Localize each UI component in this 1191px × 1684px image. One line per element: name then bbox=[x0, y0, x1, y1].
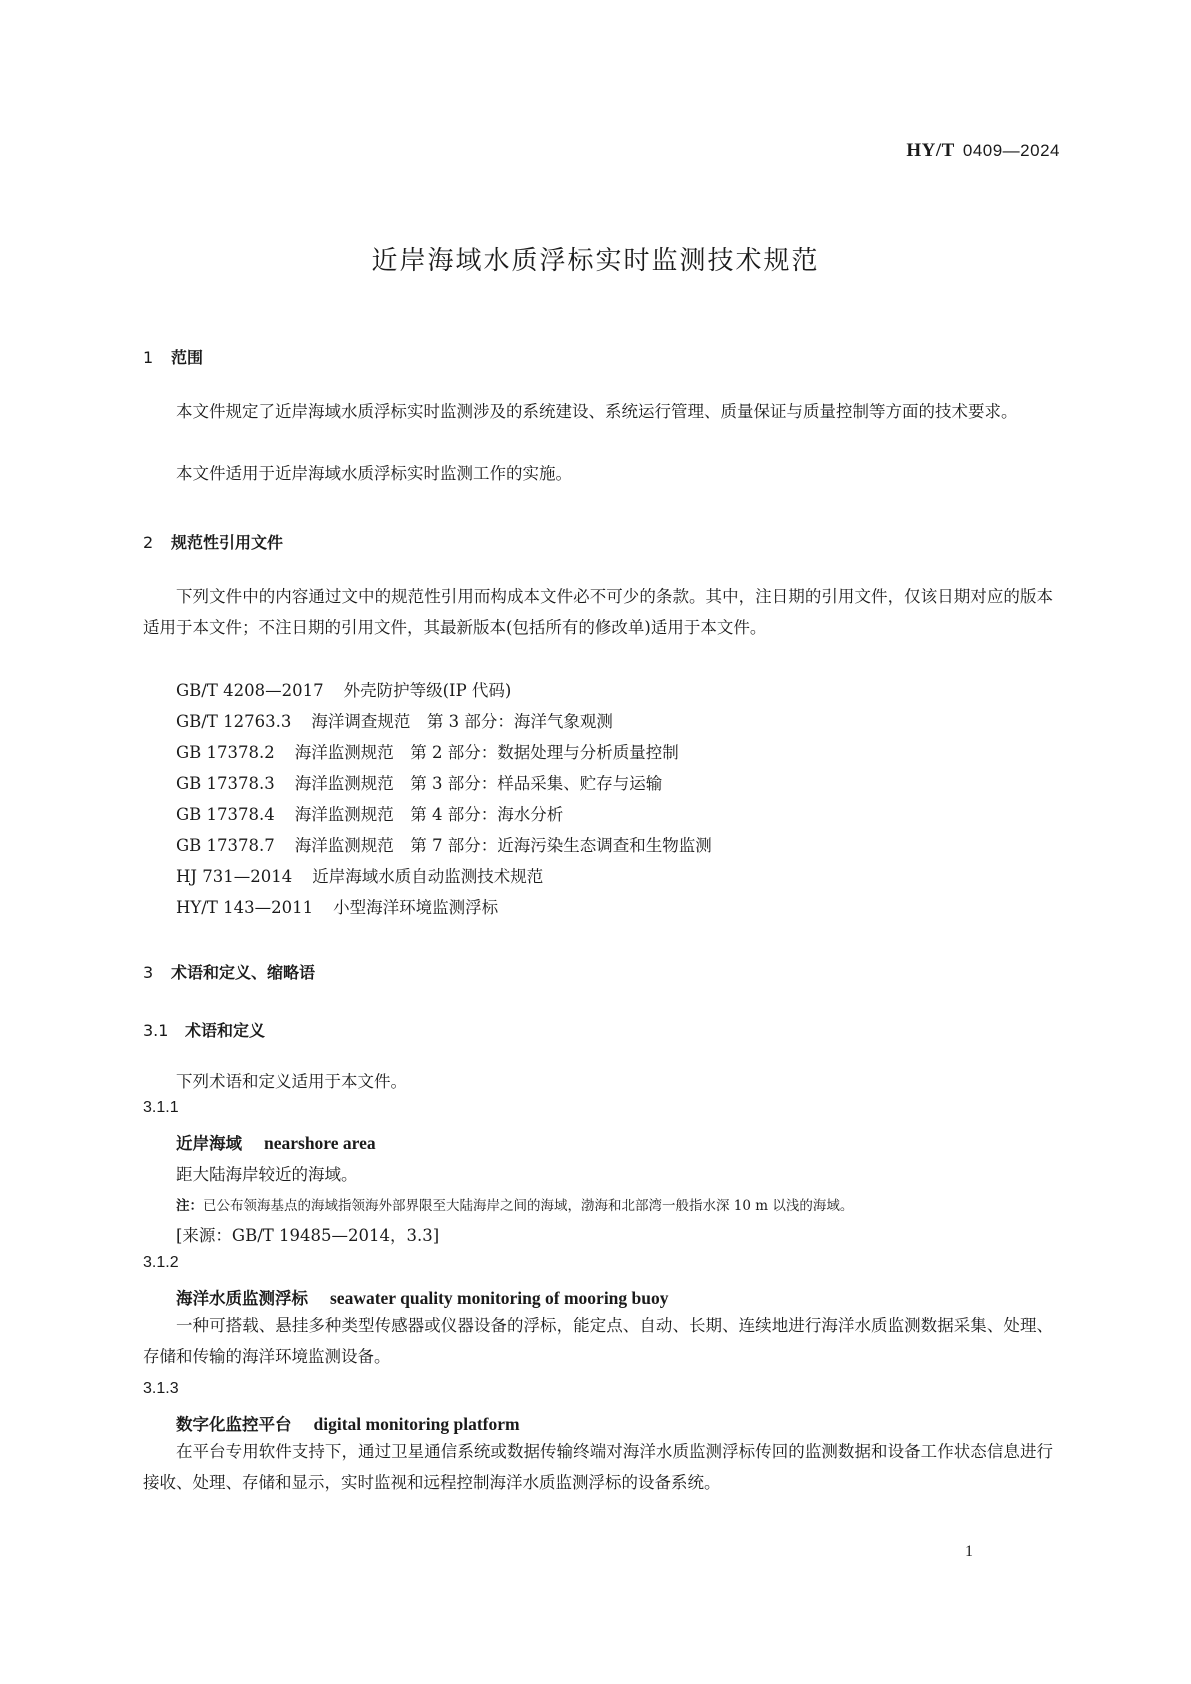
paragraph: 下列文件中的内容通过文中的规范性引用而构成本文件必不可少的条款。其中，注日期的引用文件，仅该日期对应的版本适用于本文件；不注日期的引用文件，其最新版本(包括所有的修改单)适用于本文件。 bbox=[143, 587, 1053, 637]
term-number: 3.1.3 bbox=[143, 1380, 179, 1397]
reference-item bbox=[176, 770, 662, 794]
section-title: 范围 bbox=[171, 348, 204, 367]
reference-code: GB 17378.2 bbox=[176, 743, 275, 762]
subsection-3-1-heading bbox=[143, 1018, 265, 1041]
standard-prefix: HY/T bbox=[906, 140, 955, 161]
reference-code: GB 17378.3 bbox=[176, 774, 275, 793]
standard-number: 0409—2024 bbox=[962, 141, 1060, 160]
term-source: [来源：GB/T 19485—2014，3.3] bbox=[176, 1226, 440, 1245]
reference-title: 近岸海域水质自动监测技术规范 bbox=[312, 867, 544, 886]
reference-code: HJ 731—2014 bbox=[176, 867, 293, 886]
term-heading bbox=[176, 1130, 376, 1154]
term-heading bbox=[176, 1411, 520, 1435]
reference-code: GB/T 4208—2017 bbox=[176, 681, 324, 700]
reference-title: 海洋调查规范 第 3 部分：海洋气象观测 bbox=[311, 712, 613, 731]
term-definition: 距大陆海岸较近的海域。 bbox=[176, 1165, 358, 1184]
reference-item bbox=[176, 677, 511, 701]
section-title: 术语和定义、缩略语 bbox=[171, 963, 316, 982]
reference-item bbox=[176, 801, 563, 825]
reference-item bbox=[176, 894, 498, 918]
reference-title: 小型海洋环境监测浮标 bbox=[333, 898, 499, 917]
section-2-heading bbox=[143, 530, 283, 553]
section-number: 1 bbox=[143, 348, 154, 367]
reference-code: HY/T 143—2011 bbox=[176, 898, 314, 917]
reference-code: GB/T 12763.3 bbox=[176, 712, 292, 731]
section-1-heading bbox=[143, 345, 203, 368]
term-definition: 在平台专用软件支持下，通过卫星通信系统或数据传输终端对海洋水质监测浮标传回的监测数据和设备工作状态信息进行接收、处理、存储和显示，实时监视和远程控制海洋水质监测浮标的设备系统。 bbox=[143, 1442, 1053, 1492]
standard-code bbox=[906, 140, 1060, 162]
reference-item bbox=[176, 739, 679, 763]
note-label: 注： bbox=[176, 1198, 203, 1214]
subsection-title: 术语和定义 bbox=[185, 1021, 266, 1040]
reference-code: GB 17378.4 bbox=[176, 805, 275, 824]
term-en: digital monitoring platform bbox=[313, 1414, 520, 1434]
reference-title: 海洋监测规范 第 3 部分：样品采集、贮存与运输 bbox=[294, 774, 663, 793]
reference-item bbox=[176, 863, 543, 887]
reference-title: 海洋监测规范 第 2 部分：数据处理与分析质量控制 bbox=[294, 743, 679, 762]
subsection-number: 3.1 bbox=[143, 1021, 169, 1040]
section-number: 3 bbox=[143, 963, 154, 982]
term-heading bbox=[176, 1285, 669, 1309]
note-text: 已公布领海基点的海域指领海外部界限至大陆海岸之间的海域，渤海和北部湾一般指水深 10 m 以浅的海域。 bbox=[203, 1198, 854, 1214]
reference-item bbox=[176, 832, 712, 856]
page-number: 1 bbox=[965, 1543, 973, 1560]
reference-item bbox=[176, 708, 613, 732]
term-zh: 数字化监控平台 bbox=[176, 1415, 292, 1434]
term-en: seawater quality monitoring of mooring buoy bbox=[330, 1288, 669, 1308]
term-number: 3.1.1 bbox=[143, 1099, 179, 1116]
reference-title: 海洋监测规范 第 7 部分：近海污染生态调查和生物监测 bbox=[294, 836, 712, 855]
document-title: 近岸海域水质浮标实时监测技术规范 bbox=[371, 246, 820, 276]
term-zh: 近岸海域 bbox=[176, 1134, 242, 1153]
paragraph: 本文件适用于近岸海域水质浮标实时监测工作的实施。 bbox=[176, 464, 572, 483]
term-number: 3.1.2 bbox=[143, 1254, 179, 1271]
reference-code: GB 17378.7 bbox=[176, 836, 275, 855]
term-definition: 一种可搭载、悬挂多种类型传感器或仪器设备的浮标，能定点、自动、长期、连续地进行海洋水质监测数据采集、处理、存储和传输的海洋环境监测设备。 bbox=[143, 1316, 1053, 1366]
term-zh: 海洋水质监测浮标 bbox=[176, 1289, 308, 1308]
term-note bbox=[176, 1194, 853, 1214]
reference-title: 外壳防护等级(IP 代码) bbox=[343, 681, 512, 700]
section-number: 2 bbox=[143, 533, 154, 552]
paragraph: 本文件规定了近岸海域水质浮标实时监测涉及的系统建设、系统运行管理、质量保证与质量控制等方面的技术要求。 bbox=[176, 402, 1018, 421]
section-title: 规范性引用文件 bbox=[171, 533, 284, 552]
section-3-heading bbox=[143, 960, 315, 983]
reference-title: 海洋监测规范 第 4 部分：海水分析 bbox=[294, 805, 564, 824]
term-en: nearshore area bbox=[264, 1133, 376, 1153]
paragraph: 下列术语和定义适用于本文件。 bbox=[176, 1072, 407, 1091]
